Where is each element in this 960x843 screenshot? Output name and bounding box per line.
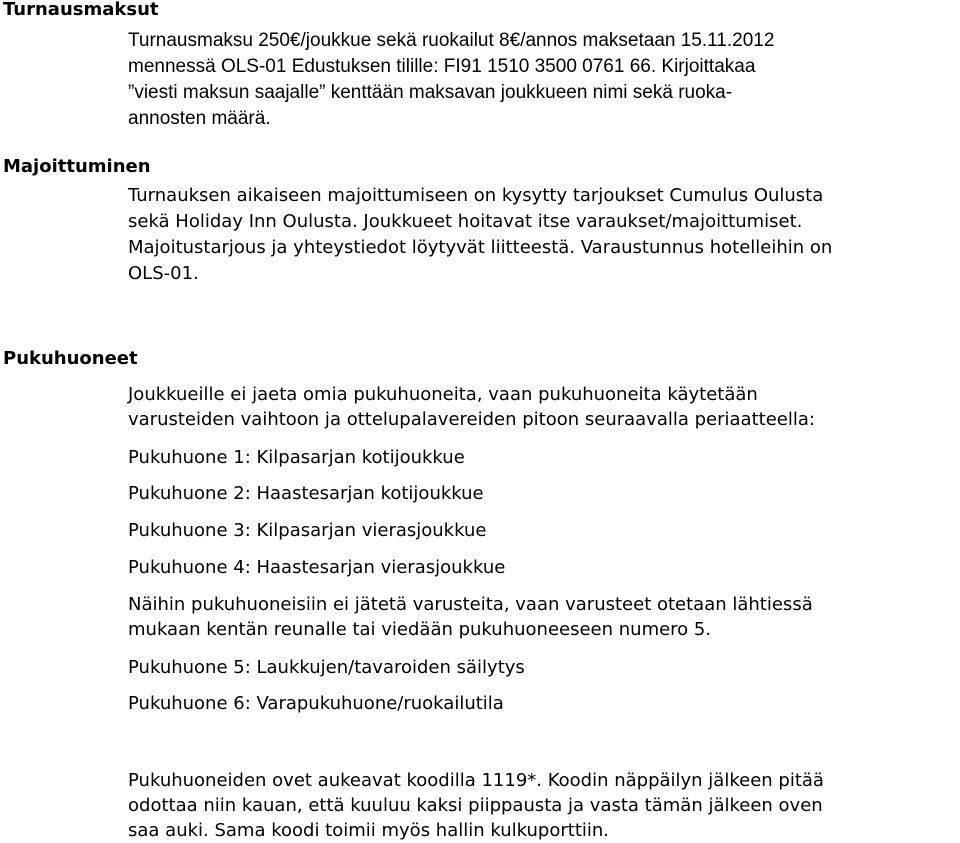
accommodation-line: OLS-01. [128, 263, 199, 284]
intro-line: varusteiden vaihtoon ja ottelupalavereiden pitoon seuraavalla periaatteella: [128, 409, 815, 430]
room-5-line: Pukuhuone 5: Laukkujen/tavaroiden säilytys [128, 657, 525, 678]
fees-heading: Turnausmaksut [3, 0, 159, 20]
fees-line: Turnausmaksu 250€/joukkue sekä ruokailut 8€/annos maksetaan 15.11.2012 [128, 30, 775, 51]
fees-line: mennessä OLS-01 Edustuksen tilille: FI91 1510 3500 0761 66. Kirjoittakaa [128, 56, 756, 77]
accommodation-line: sekä Holiday Inn Oulusta. Joukkueet hoitavat itse varaukset/majoittumiset. [128, 211, 803, 232]
fees-line: ”viesti maksun saajalle” kenttään maksavan joukkueen nimi sekä ruoka- [128, 82, 733, 103]
accommodation-line: Turnauksen aikaiseen majoittumiseen on kysytty tarjoukset Cumulus Oulusta [128, 185, 824, 206]
room-4-line: Pukuhuone 4: Haastesarjan vierasjoukkue [128, 557, 506, 578]
locker-rooms-intro [128, 382, 815, 432]
accommodation-paragraph [128, 183, 832, 287]
room-3-line: Pukuhuone 3: Kilpasarjan vierasjoukkue [128, 520, 487, 541]
intro-line: Joukkueille ei jaeta omia pukuhuoneita, vaan pukuhuoneita käytetään [128, 384, 758, 405]
door-line: odottaa niin kauan, että kuuluu kaksi piippausta ja vasta tämän jälkeen oven [128, 795, 823, 816]
note-line: mukaan kentän reunalle tai viedään pukuhuoneeseen numero 5. [128, 619, 712, 640]
door-code-paragraph [128, 768, 824, 843]
door-line: Pukuhuoneiden ovet aukeavat koodilla 1119*. Koodin näppäilyn jälkeen pitää [128, 770, 824, 791]
room-1-line: Pukuhuone 1: Kilpasarjan kotijoukkue [128, 447, 465, 468]
door-line: saa auki. Sama koodi toimii myös hallin kulkuporttiin. [128, 820, 610, 841]
accommodation-heading: Majoittuminen [3, 156, 151, 177]
room-2-line: Pukuhuone 2: Haastesarjan kotijoukkue [128, 483, 484, 504]
fees-paragraph [128, 28, 774, 132]
locker-rooms-heading: Pukuhuoneet [3, 348, 138, 369]
room-6-line: Pukuhuone 6: Varapukuhuone/ruokailutila [128, 693, 504, 714]
accommodation-line: Majoitustarjous ja yhteystiedot löytyvät liitteestä. Varaustunnus hotelleihin on [128, 237, 833, 258]
locker-rooms-note [128, 592, 813, 642]
fees-line: annosten määrä. [128, 108, 271, 129]
note-line: Näihin pukuhuoneisiin ei jätetä varusteita, vaan varusteet otetaan lähtiessä [128, 594, 813, 615]
